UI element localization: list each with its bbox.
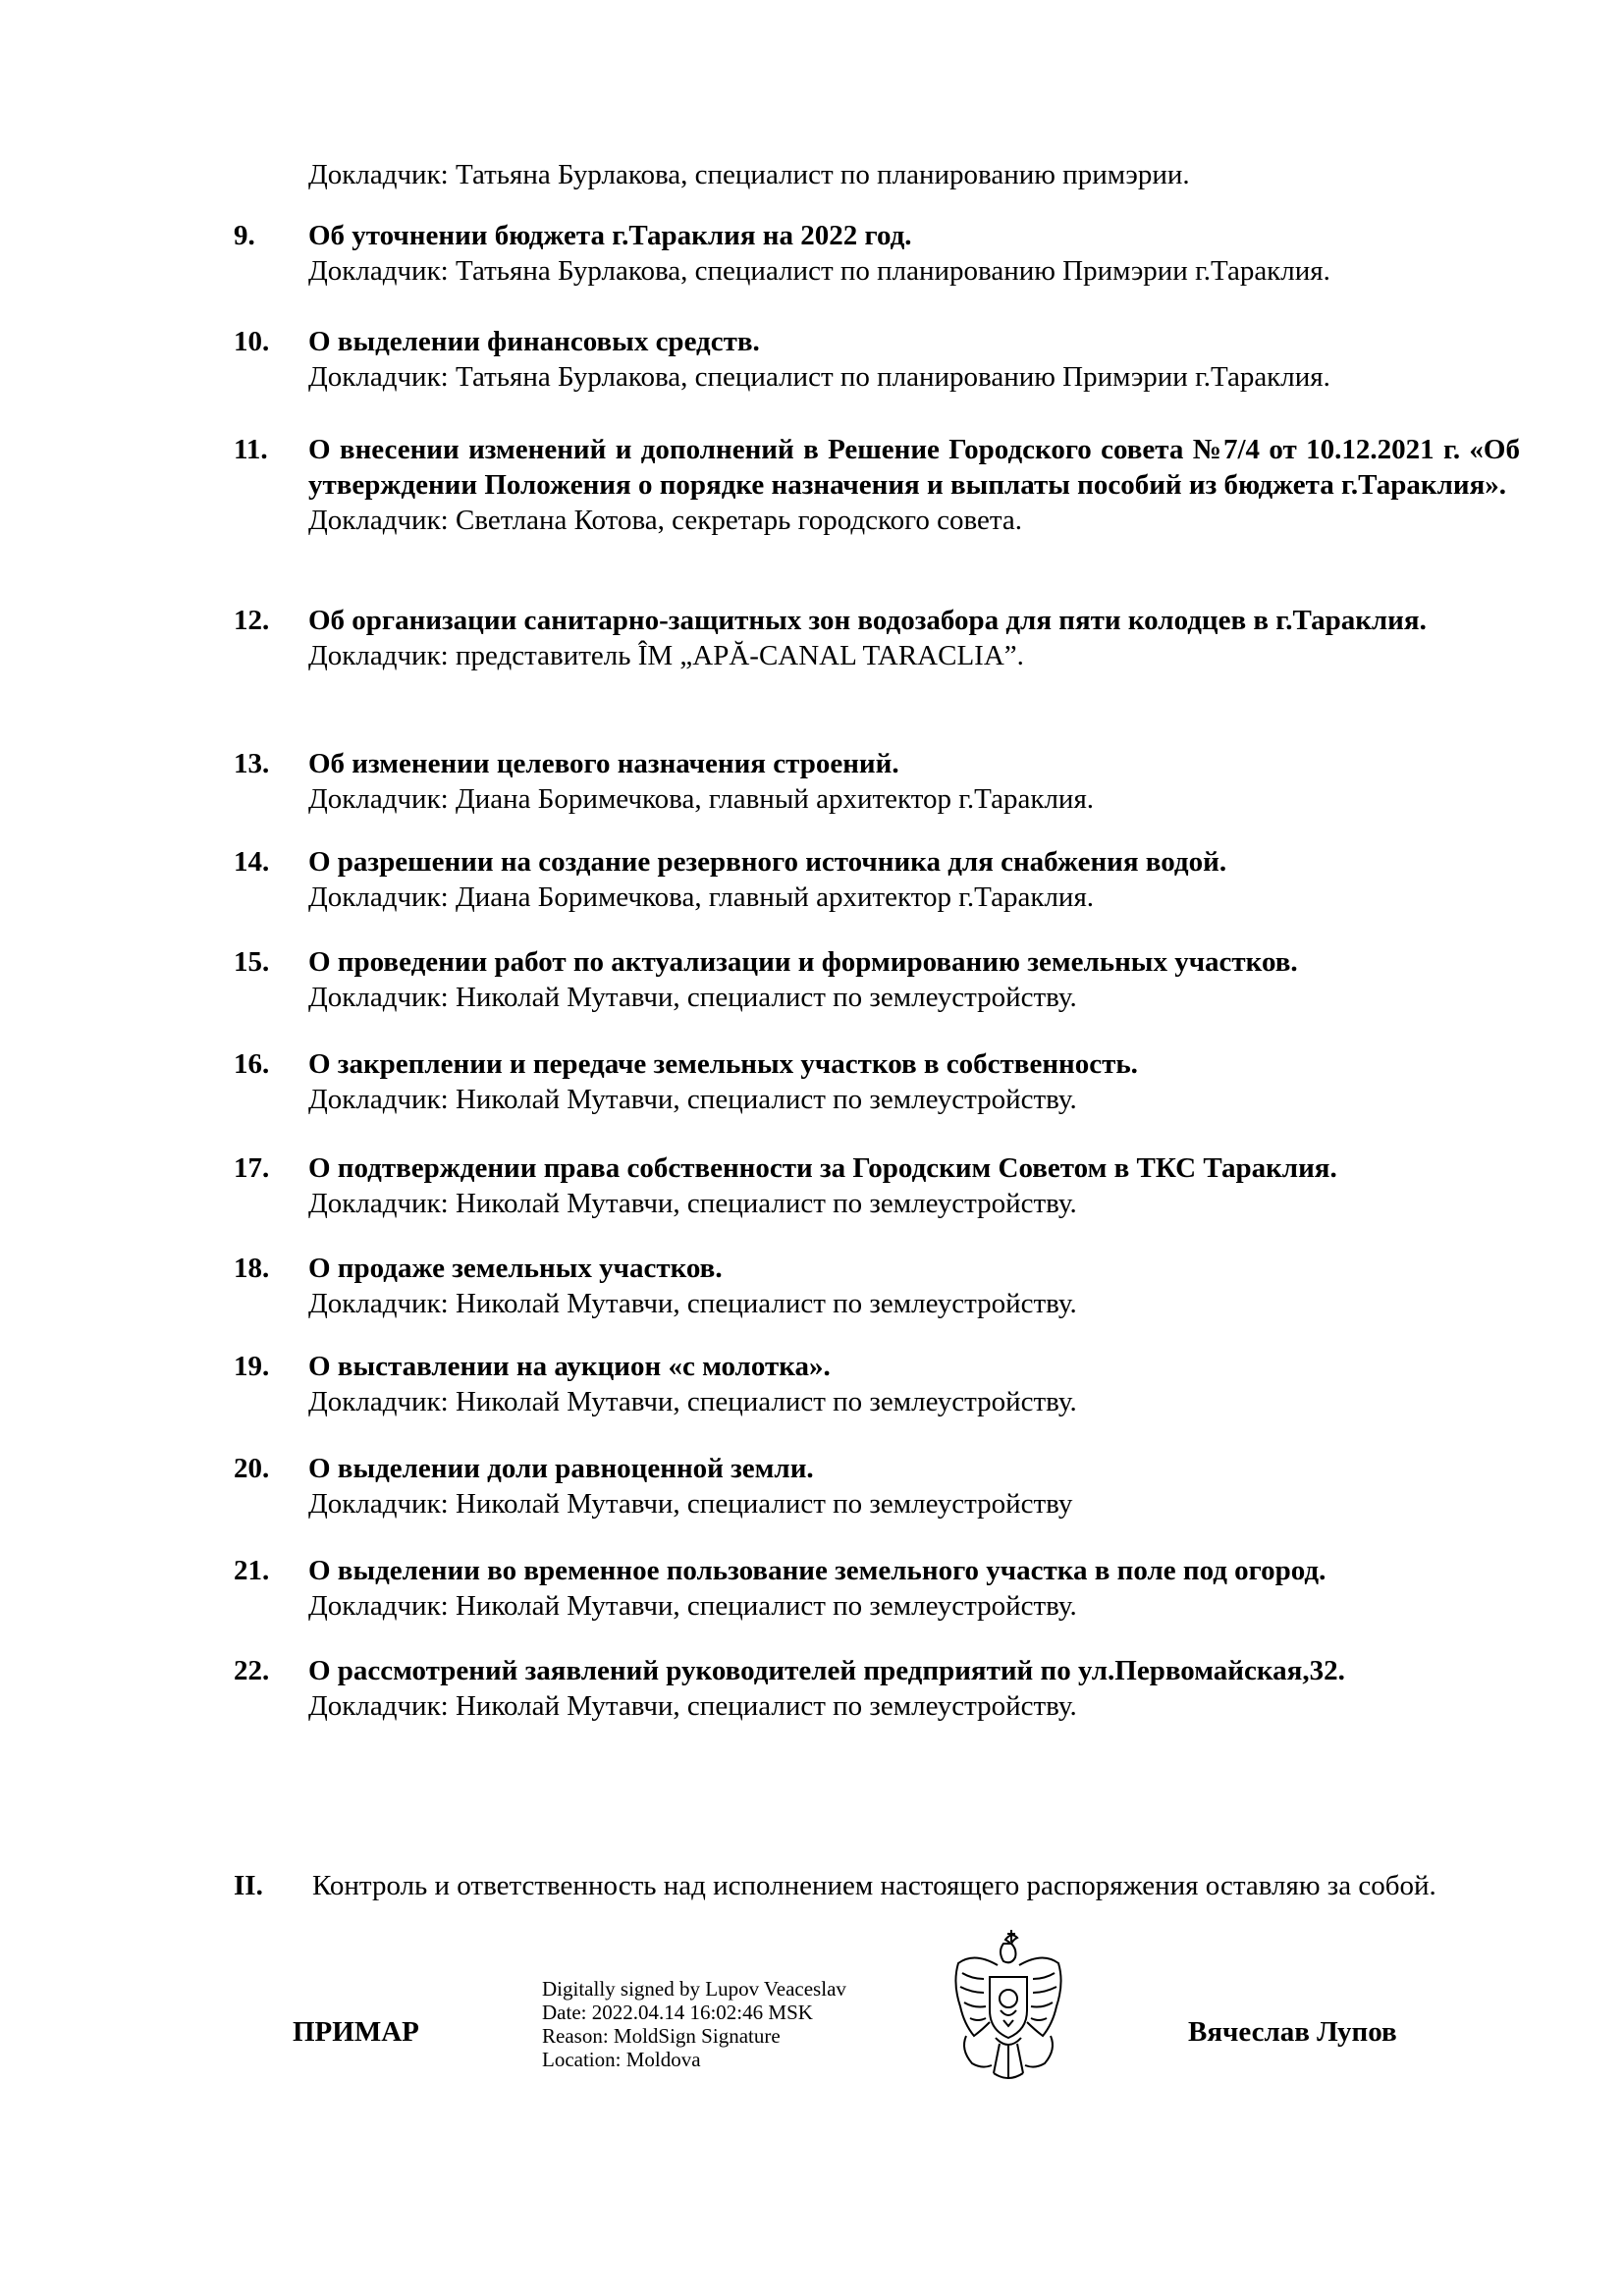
agenda-item <box>234 1046 1520 1117</box>
item-speaker: Докладчик: представитель ÎM „APĂ-CANAL TARACLIA”. <box>308 640 1024 671</box>
item-speaker: Докладчик: Николай Мутавчи, специалист по землеустройству. <box>308 1188 1077 1219</box>
section-text: Контроль и ответственность над исполнением настоящего распоряжения оставляю за собой. <box>312 1870 1436 1901</box>
item-speaker: Докладчик: Николай Мутавчи, специалист по землеустройству. <box>308 1690 1077 1722</box>
item-speaker: Докладчик: Диана Боримечкова, главный архитектор г.Тараклия. <box>308 783 1095 815</box>
item-title: О выделении во временное пользование земельного участка в поле под огород. <box>308 1555 1326 1586</box>
item-number: 16. <box>234 1048 270 1080</box>
item-title: Об изменении целевого назначения строений. <box>308 748 899 779</box>
agenda-item <box>234 746 1520 817</box>
item-number: 13. <box>234 748 270 779</box>
item-title: О продаже земельных участков. <box>308 1253 723 1284</box>
agenda-item <box>234 844 1520 915</box>
item-number: 14. <box>234 846 270 878</box>
signature-line: Location: Moldova <box>542 2048 701 2071</box>
item-number: 9. <box>234 220 255 251</box>
item-speaker: Докладчик: Николай Мутавчи, специалист по землеустройству. <box>308 1590 1077 1622</box>
item-title: О внесении изменений и дополнений в Решение Городского совета №7/4 от 10.12.2021 г. «Об утверждении Положения о порядке назначения и выплаты пособий из бюджета г.Тараклия». <box>308 434 1520 501</box>
item-speaker: Докладчик: Светлана Котова, секретарь городского совета. <box>308 505 1022 536</box>
agenda-item <box>234 1653 1520 1724</box>
item-speaker: Докладчик: Николай Мутавчи, специалист по землеустройству <box>308 1488 1073 1520</box>
item-speaker: Докладчик: Татьяна Бурлакова, специалист по планированию Примэрии г.Тараклия. <box>308 361 1330 393</box>
item-speaker: Докладчик: Диана Боримечкова, главный архитектор г.Тараклия. <box>308 881 1095 913</box>
item-number: 10. <box>234 326 270 357</box>
item-number: 18. <box>234 1253 270 1284</box>
digital-signature-block <box>542 1977 846 2071</box>
item-speaker: Докладчик: Татьяна Бурлакова, специалист по планированию Примэрии г.Тараклия. <box>308 255 1330 287</box>
item-title: О выделении финансовых средств. <box>308 326 760 357</box>
item-number: 17. <box>234 1152 270 1184</box>
agenda-item <box>234 1150 1520 1221</box>
agenda-item <box>234 1251 1520 1321</box>
item-number: 20. <box>234 1453 270 1484</box>
signature-line: Date: 2022.04.14 16:02:46 MSK <box>542 2001 813 2024</box>
item-number: 19. <box>234 1351 270 1382</box>
intro-line: Докладчик: Татьяна Бурлакова, специалист по планированию примэрии. <box>308 159 1190 190</box>
item-speaker: Докладчик: Николай Мутавчи, специалист по землеустройству. <box>308 1386 1077 1417</box>
item-speaker: Докладчик: Николай Мутавчи, специалист по землеустройству. <box>308 1084 1077 1115</box>
agenda-item <box>234 218 1520 289</box>
item-title: О рассмотрений заявлений руководителей предприятий по ул.Первомайская,32. <box>308 1655 1345 1686</box>
agenda-item <box>234 1349 1520 1419</box>
signature-line: Reason: MoldSign Signature <box>542 2024 781 2048</box>
item-number: 15. <box>234 946 270 978</box>
section-ii <box>234 1868 1520 1903</box>
item-title: О разрешении на создание резервного источника для снабжения водой. <box>308 846 1227 878</box>
coat-of-arms-icon <box>947 1926 1070 2087</box>
signature-line: Digitally signed by Lupov Veaceslav <box>542 1977 846 2001</box>
item-title: О закреплении и передаче земельных участков в собственность. <box>308 1048 1138 1080</box>
item-title: Об уточнении бюджета г.Тараклия на 2022 год. <box>308 220 912 251</box>
agenda-item <box>234 603 1520 673</box>
item-title: О подтверждении права собственности за Городским Советом в ТКС Тараклия. <box>308 1152 1337 1184</box>
agenda-item <box>234 1553 1520 1624</box>
agenda-item <box>234 324 1520 395</box>
item-number: 21. <box>234 1555 270 1586</box>
item-speaker: Докладчик: Николай Мутавчи, специалист по землеустройству. <box>308 982 1077 1013</box>
agenda-item <box>234 944 1520 1015</box>
role-label: ПРИМАР <box>293 2016 419 2048</box>
section-number: II. <box>234 1870 263 1901</box>
item-number: 12. <box>234 605 270 636</box>
agenda-item <box>234 1451 1520 1522</box>
item-title: О выставлении на аукцион «с молотка». <box>308 1351 831 1382</box>
item-title: Об организации санитарно-защитных зон водозабора для пяти колодцев в г.Тараклия. <box>308 605 1427 636</box>
agenda-item <box>234 432 1520 538</box>
item-number: 11. <box>234 434 268 465</box>
item-speaker: Докладчик: Николай Мутавчи, специалист по землеустройству. <box>308 1288 1077 1319</box>
item-title: О выделении доли равноценной земли. <box>308 1453 814 1484</box>
signatory-name: Вячеслав Лупов <box>1188 2016 1397 2048</box>
item-number: 22. <box>234 1655 270 1686</box>
item-title: О проведении работ по актуализации и формированию земельных участков. <box>308 946 1298 978</box>
